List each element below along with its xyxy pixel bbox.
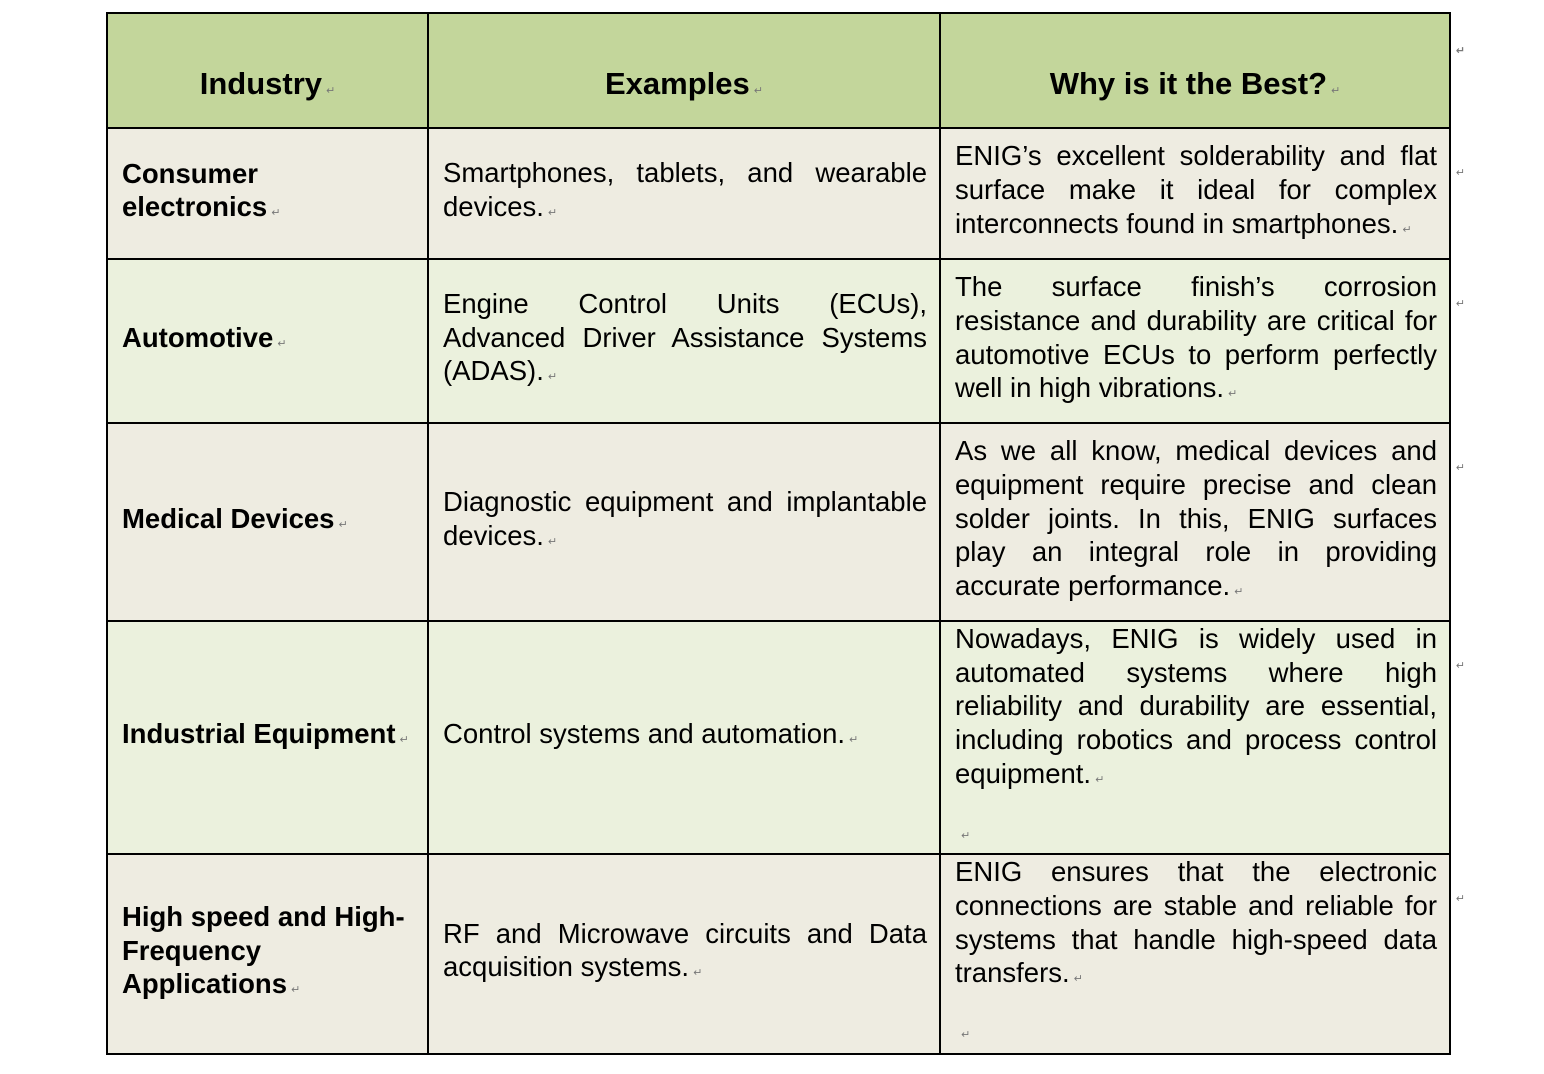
- table-row: [107, 854, 1450, 1054]
- why-cell: The surface finish’s corrosion resistance and durability are critical for automotive ECUs to perform perfectly well in high vibrations. ↵ ↵: [940, 259, 1450, 423]
- examples-cell: Diagnostic equipment and implantable devices. ↵: [428, 423, 940, 621]
- examples-cell: RF and Microwave circuits and Data acquisition systems. ↵: [428, 854, 940, 1054]
- why-cell: ENIG ensures that the electronic connections are stable and reliable for systems that handle high-speed data transfers. ↵ ↵ ↵: [940, 854, 1450, 1054]
- header-industry: Industry ↵: [107, 13, 428, 128]
- table-row: [107, 128, 1450, 259]
- table-row: [107, 621, 1450, 854]
- industry-cell: High speed and High-Frequency Applications ↵: [107, 854, 428, 1054]
- enig-industry-table: [106, 12, 1465, 1055]
- why-cell: Nowadays, ENIG is widely used in automated systems where high reliability and durability are essential, including robotics and process control equipment. ↵ ↵ ↵: [940, 621, 1450, 854]
- header-why-best: Why is it the Best? ↵ ↵: [940, 13, 1450, 128]
- examples-cell: Control systems and automation. ↵: [428, 621, 940, 854]
- enig-industry-table-container: [106, 12, 1465, 1055]
- table-header-row: [107, 13, 1450, 128]
- why-cell: As we all know, medical devices and equipment require precise and clean solder joints. In this, ENIG surfaces play an integral role in providing accurate performance. ↵ ↵: [940, 423, 1450, 621]
- industry-cell: Automotive ↵: [107, 259, 428, 423]
- industry-cell: Medical Devices ↵: [107, 423, 428, 621]
- why-cell: ENIG’s excellent solderability and flat surface make it ideal for complex interconnects found in smartphones. ↵ ↵: [940, 128, 1450, 259]
- examples-cell: Engine Control Units (ECUs), Advanced Driver Assistance Systems (ADAS). ↵: [428, 259, 940, 423]
- industry-cell: Consumer electronics ↵: [107, 128, 428, 259]
- table-row: [107, 259, 1450, 423]
- industry-cell: Industrial Equipment ↵: [107, 621, 428, 854]
- examples-cell: Smartphones, tablets, and wearable devices. ↵: [428, 128, 940, 259]
- table-row: [107, 423, 1450, 621]
- header-examples: Examples ↵: [428, 13, 940, 128]
